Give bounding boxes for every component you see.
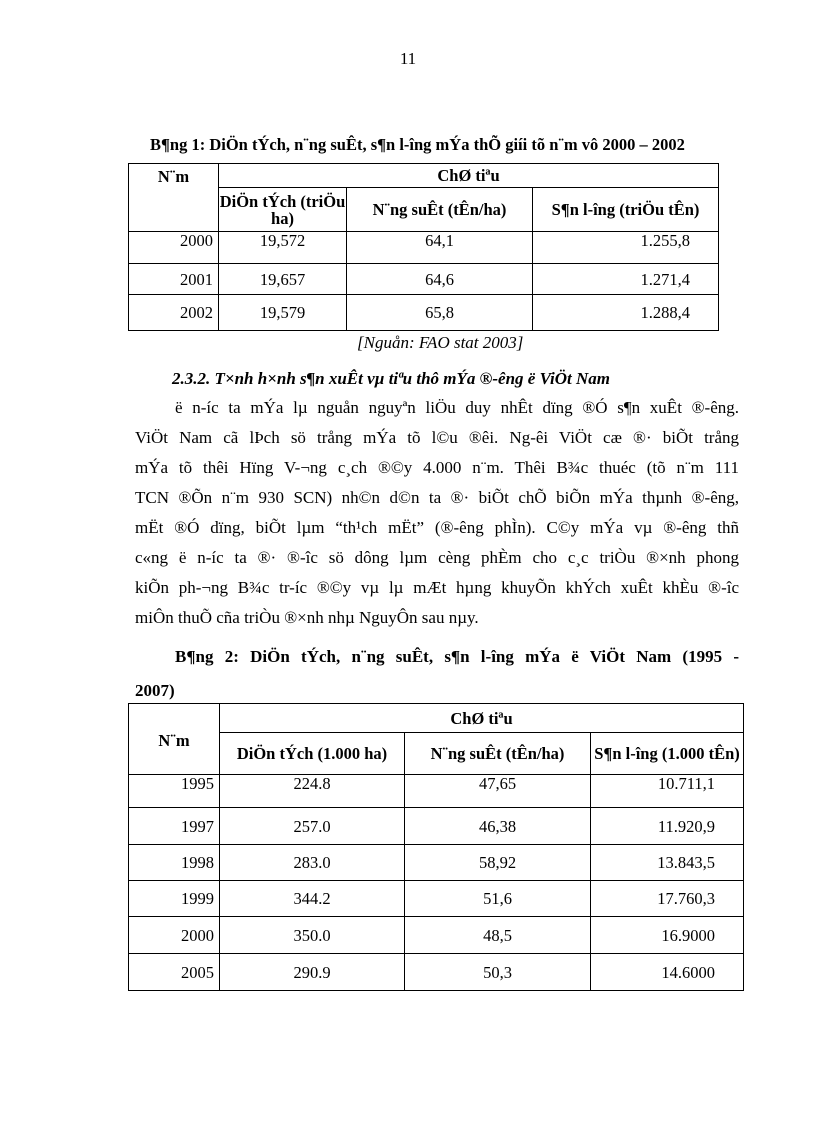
table1-row: [129, 232, 719, 264]
table2-row: [129, 808, 744, 845]
table2-cell-yield: 51,6: [405, 881, 591, 917]
paragraph-line: TCN ®Õn n¨m 930 SCN) nh©n d©n ta ®· biÕt chÕ biÕn mÝa thµnh ®-êng,: [135, 488, 739, 507]
table1-cell-area: 19,572: [219, 232, 347, 264]
table2-row: [129, 881, 744, 917]
table1-col-output: S¶n l-îng (triÖu tÊn): [533, 188, 719, 232]
table2-cell-output: 16.9000: [591, 917, 744, 954]
table2-cell-yield: 48,5: [405, 917, 591, 954]
table1-cell-year: 2001: [129, 264, 219, 295]
table2-row: [129, 775, 744, 808]
table2-col-area: DiÖn tÝch (1.000 ha): [220, 733, 405, 775]
paragraph-line: ë n-íc ta mÝa lµ nguån nguyªn liÖu duy nhÊt dïng ®Ó s¶n xuÊt ®-êng.: [175, 398, 739, 417]
page-number: 11: [399, 49, 417, 68]
section-heading: 2.3.2. T×nh h×nh s¶n xuÊt vµ tiªu thô mÝa ®-êng ë ViÖt Nam: [172, 369, 610, 388]
table2-cell-output: 11.920,9: [591, 808, 744, 845]
table1: [128, 163, 719, 331]
table1-cell-output: 1.255,8: [533, 232, 719, 264]
table1-cell-yield: 64,1: [347, 232, 533, 264]
table1-source: [Nguån: FAO stat 2003]: [357, 333, 524, 352]
table2-cell-area: 350.0: [220, 917, 405, 954]
table2-cell-yield: 47,65: [405, 775, 591, 808]
table2-cell-area: 344.2: [220, 881, 405, 917]
table2-cell-area: 224.8: [220, 775, 405, 808]
table2-cell-yield: 46,38: [405, 808, 591, 845]
table2-cell-year: 2000: [129, 917, 220, 954]
table2-caption-line: B¶ng 2: DiÖn tÝch, n¨ng suÊt, s¶n l-îng mÝa ë ViÖt Nam (1995 -: [175, 647, 739, 666]
table2-caption: [135, 640, 739, 708]
table2: [128, 703, 744, 991]
paragraph-line: mÝa tõ thêi Hïng V-¬ng c¸ch ®©y 4.000 n¨m. Thêi B¾c thuéc (tõ n¨m 111: [135, 458, 739, 477]
table2-cell-area: 257.0: [220, 808, 405, 845]
table2-row: [129, 917, 744, 954]
table1-year-header: N¨m: [129, 164, 219, 232]
paragraph-line: c«ng ë n-íc ta ®· ®-îc sö dông lµm cèng phÈm cho c¸c triÒu ®×nh phong: [135, 548, 739, 567]
table2-cell-year: 1997: [129, 808, 220, 845]
table2-cell-output: 17.760,3: [591, 881, 744, 917]
table2-cell-output: 14.6000: [591, 954, 744, 991]
table1-cell-yield: 65,8: [347, 295, 533, 331]
table2-cell-year: 1999: [129, 881, 220, 917]
table2-cell-year: 2005: [129, 954, 220, 991]
table2-cell-area: 283.0: [220, 845, 405, 881]
table2-row: [129, 845, 744, 881]
table1-row: [129, 264, 719, 295]
paragraph-line: ViÖt Nam cã lÞch sö trång mÝa tõ l©u ®êi. Ng-êi ViÖt cæ ®· biÕt trång: [135, 428, 739, 447]
table1-cell-year: 2002: [129, 295, 219, 331]
paragraph-line: miÔn thuÕ cña triÒu ®×nh nhµ NguyÔn sau nµy.: [135, 608, 479, 627]
table1-cell-year: 2000: [129, 232, 219, 264]
table1-col-area: DiÖn tÝch (triÖu ha): [219, 188, 347, 232]
table2-cell-year: 1998: [129, 845, 220, 881]
table1-cell-area: 19,579: [219, 295, 347, 331]
table1-caption: B¶ng 1: DiÖn tÝch, n¨ng suÊt, s¶n l-îng mÝa thÕ giíi tõ n¨m vô 2000 – 2002: [150, 135, 685, 154]
table1-row: [129, 295, 719, 331]
table2-cell-output: 13.843,5: [591, 845, 744, 881]
table2-cell-area: 290.9: [220, 954, 405, 991]
table1-cell-output: 1.271,4: [533, 264, 719, 295]
table2-group-header: ChØ tiªu: [220, 704, 744, 733]
table2-col-output: S¶n l-îng (1.000 tÊn): [591, 733, 744, 775]
table1-col-yield: N¨ng suÊt (tÊn/ha): [347, 188, 533, 232]
table1-group-header: ChØ tiªu: [219, 164, 719, 188]
table1-cell-area: 19,657: [219, 264, 347, 295]
table2-caption-line: 2007): [135, 681, 175, 700]
paragraph-line: mËt ®Ó dïng, biÕt lµm “th¹ch mËt” (®-êng phÌn). C©y mÝa vµ ®-êng thñ: [135, 518, 739, 537]
body-paragraph: [135, 393, 739, 633]
table2-cell-year: 1995: [129, 775, 220, 808]
table1-cell-output: 1.288,4: [533, 295, 719, 331]
table2-row: [129, 954, 744, 991]
table2-cell-yield: 50,3: [405, 954, 591, 991]
table1-cell-yield: 64,6: [347, 264, 533, 295]
table2-cell-output: 10.711,1: [591, 775, 744, 808]
table2-year-header: N¨m: [129, 704, 220, 775]
table2-cell-yield: 58,92: [405, 845, 591, 881]
paragraph-line: kiÕn ph-¬ng B¾c tr-íc ®©y vµ lµ mÆt hµng khuyÕn khÝch xuÊt khÈu ®-îc: [135, 578, 739, 597]
table2-col-yield: N¨ng suÊt (tÊn/ha): [405, 733, 591, 775]
